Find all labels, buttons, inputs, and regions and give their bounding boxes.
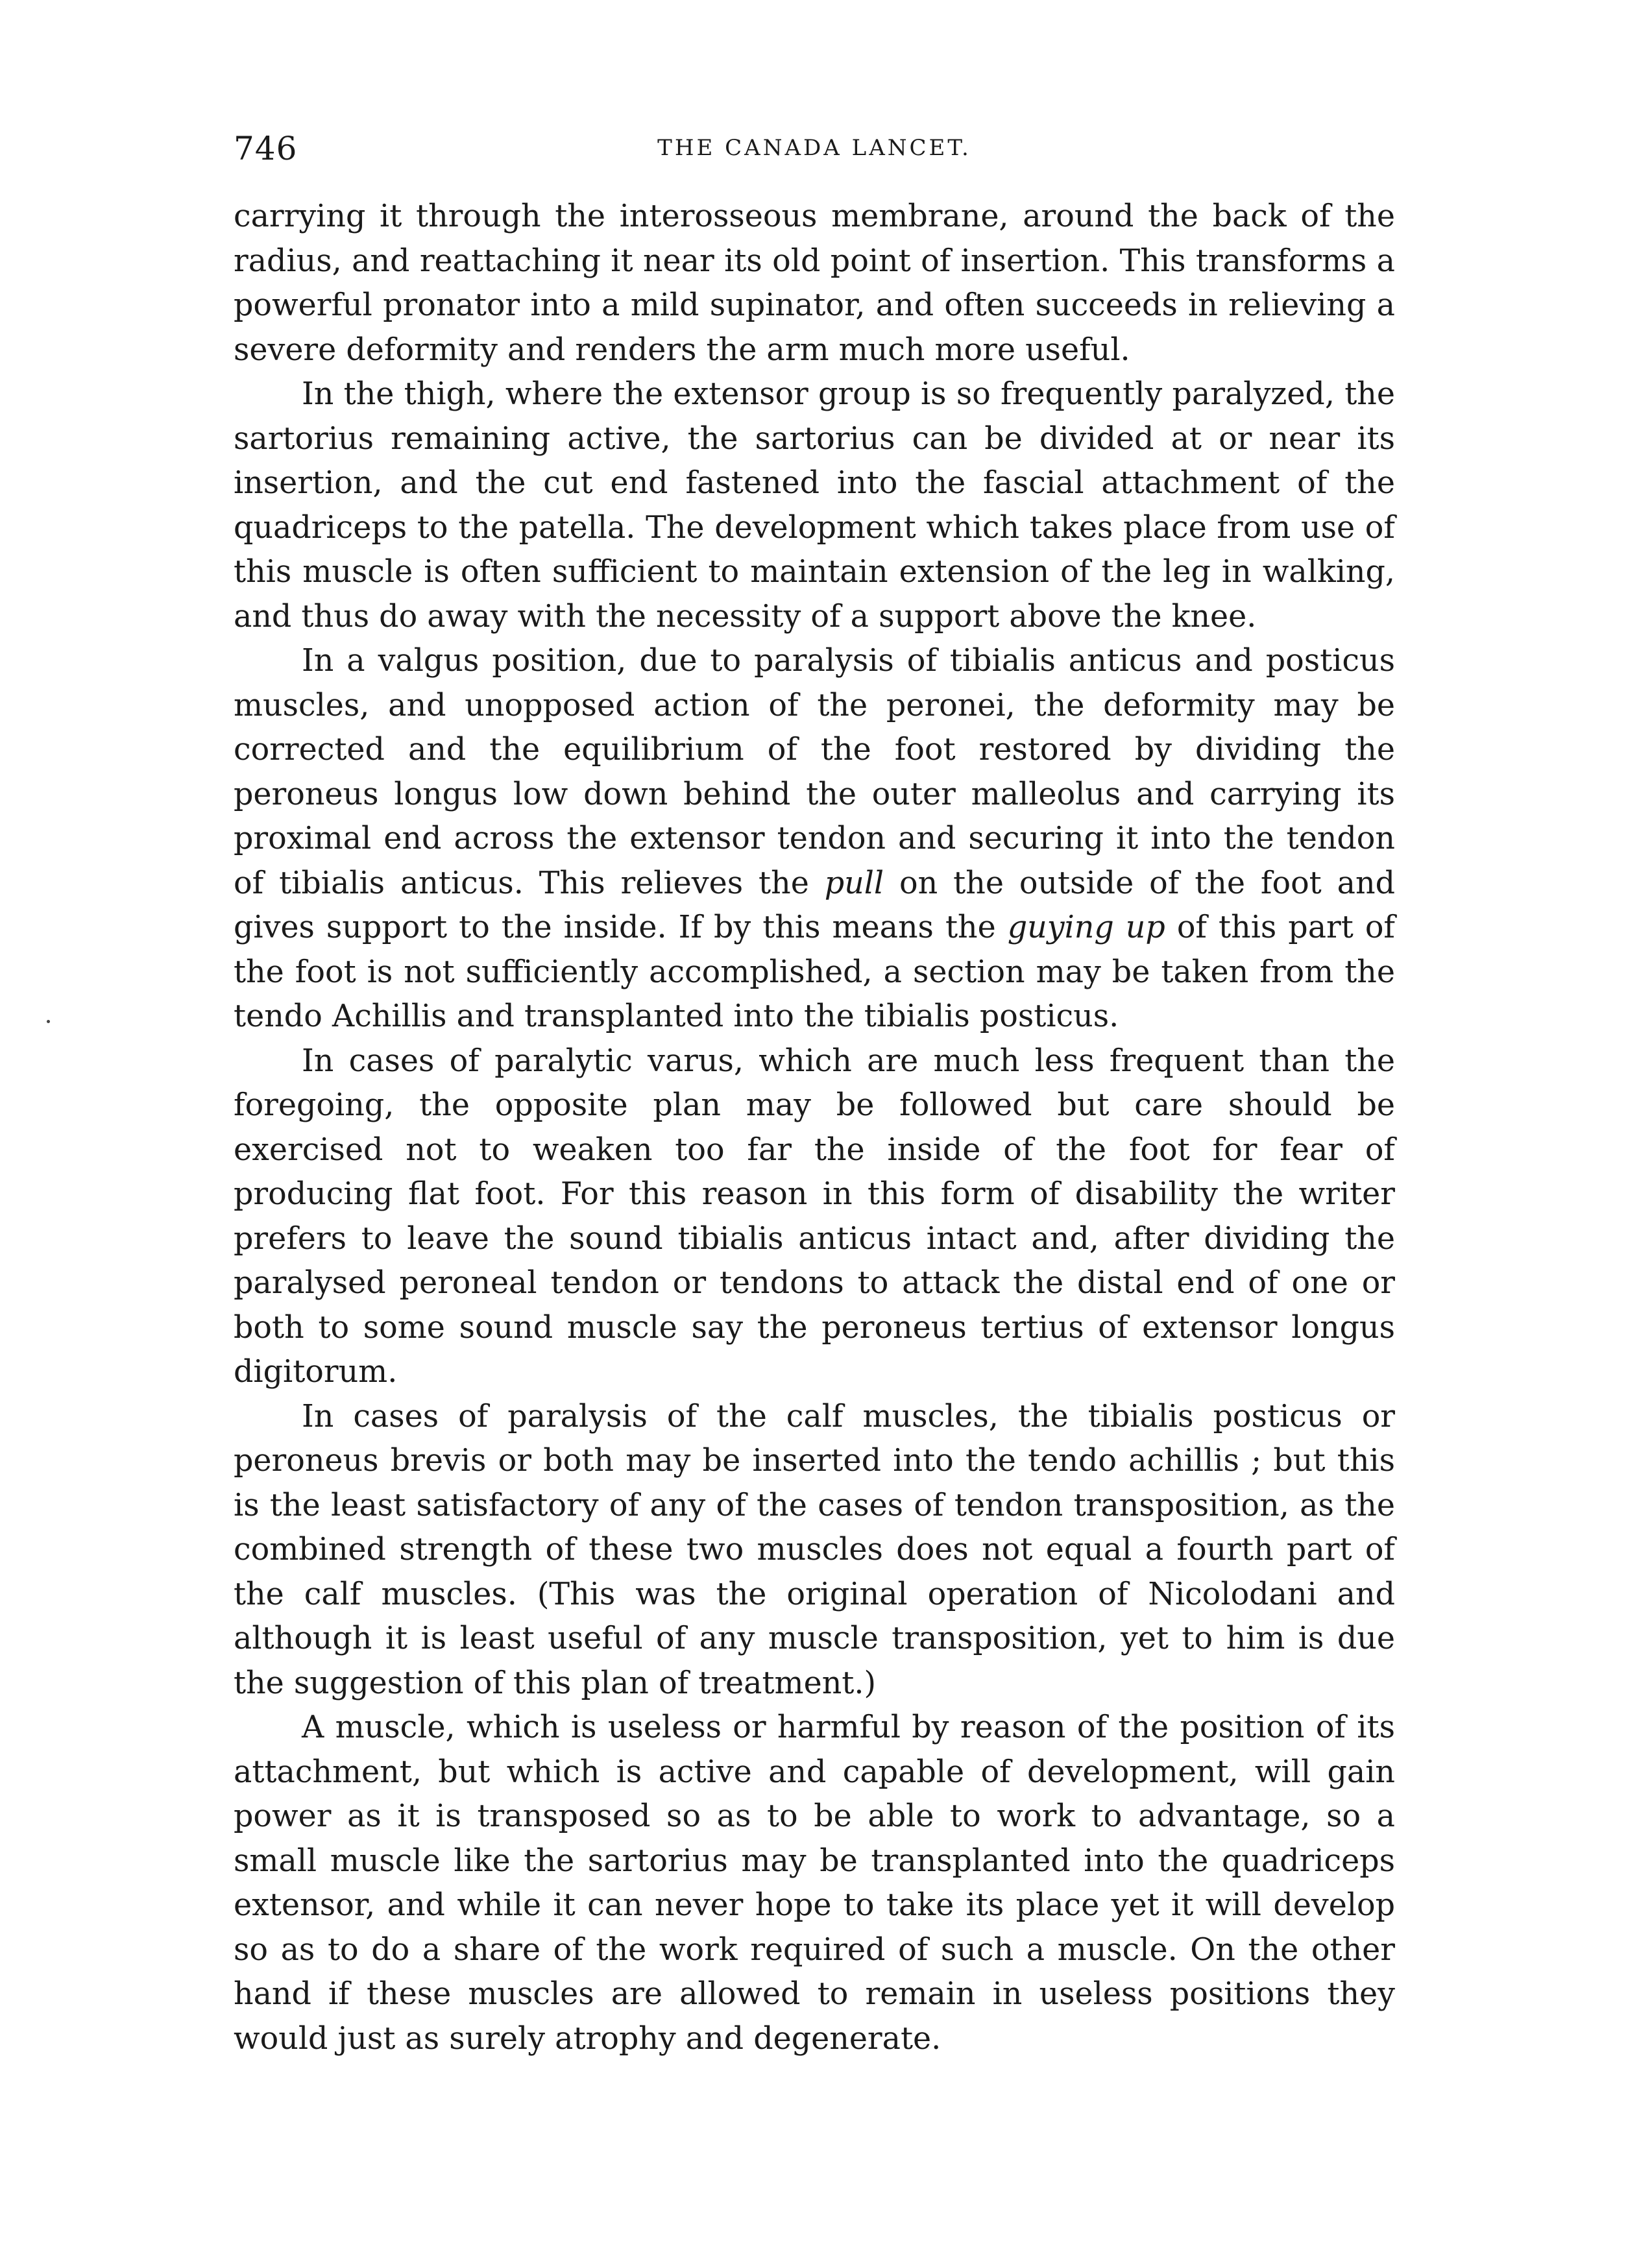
journal-title: THE CANADA LANCET. xyxy=(657,135,971,161)
paragraph-valgus-position xyxy=(234,639,1395,1039)
running-head xyxy=(234,130,1395,175)
paragraph-thigh-sartorius: In the thigh, where the extensor group is so frequently paralyzed, the sartorius remaining active, the sartorius can be divided at or near its insertion, and the cut end fastened into the fascial attachment of the quadriceps to the patella. The development which takes place from use of this muscle is often sufficient to maintain extension of the leg in walking, and thus do away with the necessity of a support above the knee. xyxy=(234,376,1395,635)
stray-ink-mark xyxy=(47,1020,50,1023)
paragraph-muscle-development: A muscle, which is useless or harmful by reason of the position of its attachment, but which is active and capable of development, will gain power as it is transposed so as to be able to work to advantage, so a small muscle like the sartorius may be transplanted into the quadriceps extensor, and while it can never hope to take its place yet it will develop so as to do a share of the work required of such a muscle. On the other hand if these muscles are allowed to remain in useless positions they would just as surely atrophy and degenerate. xyxy=(234,1710,1395,2057)
paragraph-pronator-transposition: carrying it through the interosseous membrane, around the back of the radius, and reattaching it near its old point of insertion. This transforms a powerful pronator into a mild supinator, and often succeeds in relieving a severe deformity and renders the arm much more useful. xyxy=(234,199,1395,368)
valgus-text-part-2: on the outside of the foot and gives support to the inside. If by this means the xyxy=(234,865,1395,945)
valgus-text-part-1: In a valgus position, due to paralysis of tibialis anticus and posticus muscles, and unopposed action of the peronei, the deformity may be corrected and the equilibrium of the foot restored by dividing the peroneus longus low down behind the outer malleolus and carrying its proximal end across the extensor tendon and securing it into the tendon of tibialis anticus. This relieves the xyxy=(234,643,1395,901)
journal-page xyxy=(234,130,1395,2061)
valgus-text-part-3: of this part of the foot is not sufficiently accomplished, a section may be taken from the tendo Achillis and transplanted into the tibialis posticus. xyxy=(234,910,1395,1034)
italic-pull: pull xyxy=(824,865,884,901)
article-body xyxy=(234,195,1395,2061)
italic-guying-up: guying up xyxy=(1007,910,1165,945)
page-number: 746 xyxy=(234,130,298,167)
paragraph-paralytic-varus: In cases of paralytic varus, which are much less frequent than the foregoing, the opposite plan may be followed but care should be exercised not to weaken too far the inside of the foot for fear of producing flat foot. For this reason in this form of disability the writer prefers to leave the sound tibialis anticus intact and, after dividing the paralysed peroneal tendon or tendons to attack the distal end of one or both to some sound muscle say the peroneus tertius of extensor longus digitorum. xyxy=(234,1043,1395,1390)
paragraph-calf-muscles: In cases of paralysis of the calf muscles, the tibialis posticus or peroneus brevis or both may be inserted into the tendo achillis ; but this is the least satisfactory of any of the cases of tendon transposition, as the combined strength of these two muscles does not equal a fourth part of the calf muscles. (This was the original operation of Nicolodani and although it is least useful of any muscle transposition, yet to him is due the suggestion of this plan of treatment.) xyxy=(234,1398,1395,1701)
